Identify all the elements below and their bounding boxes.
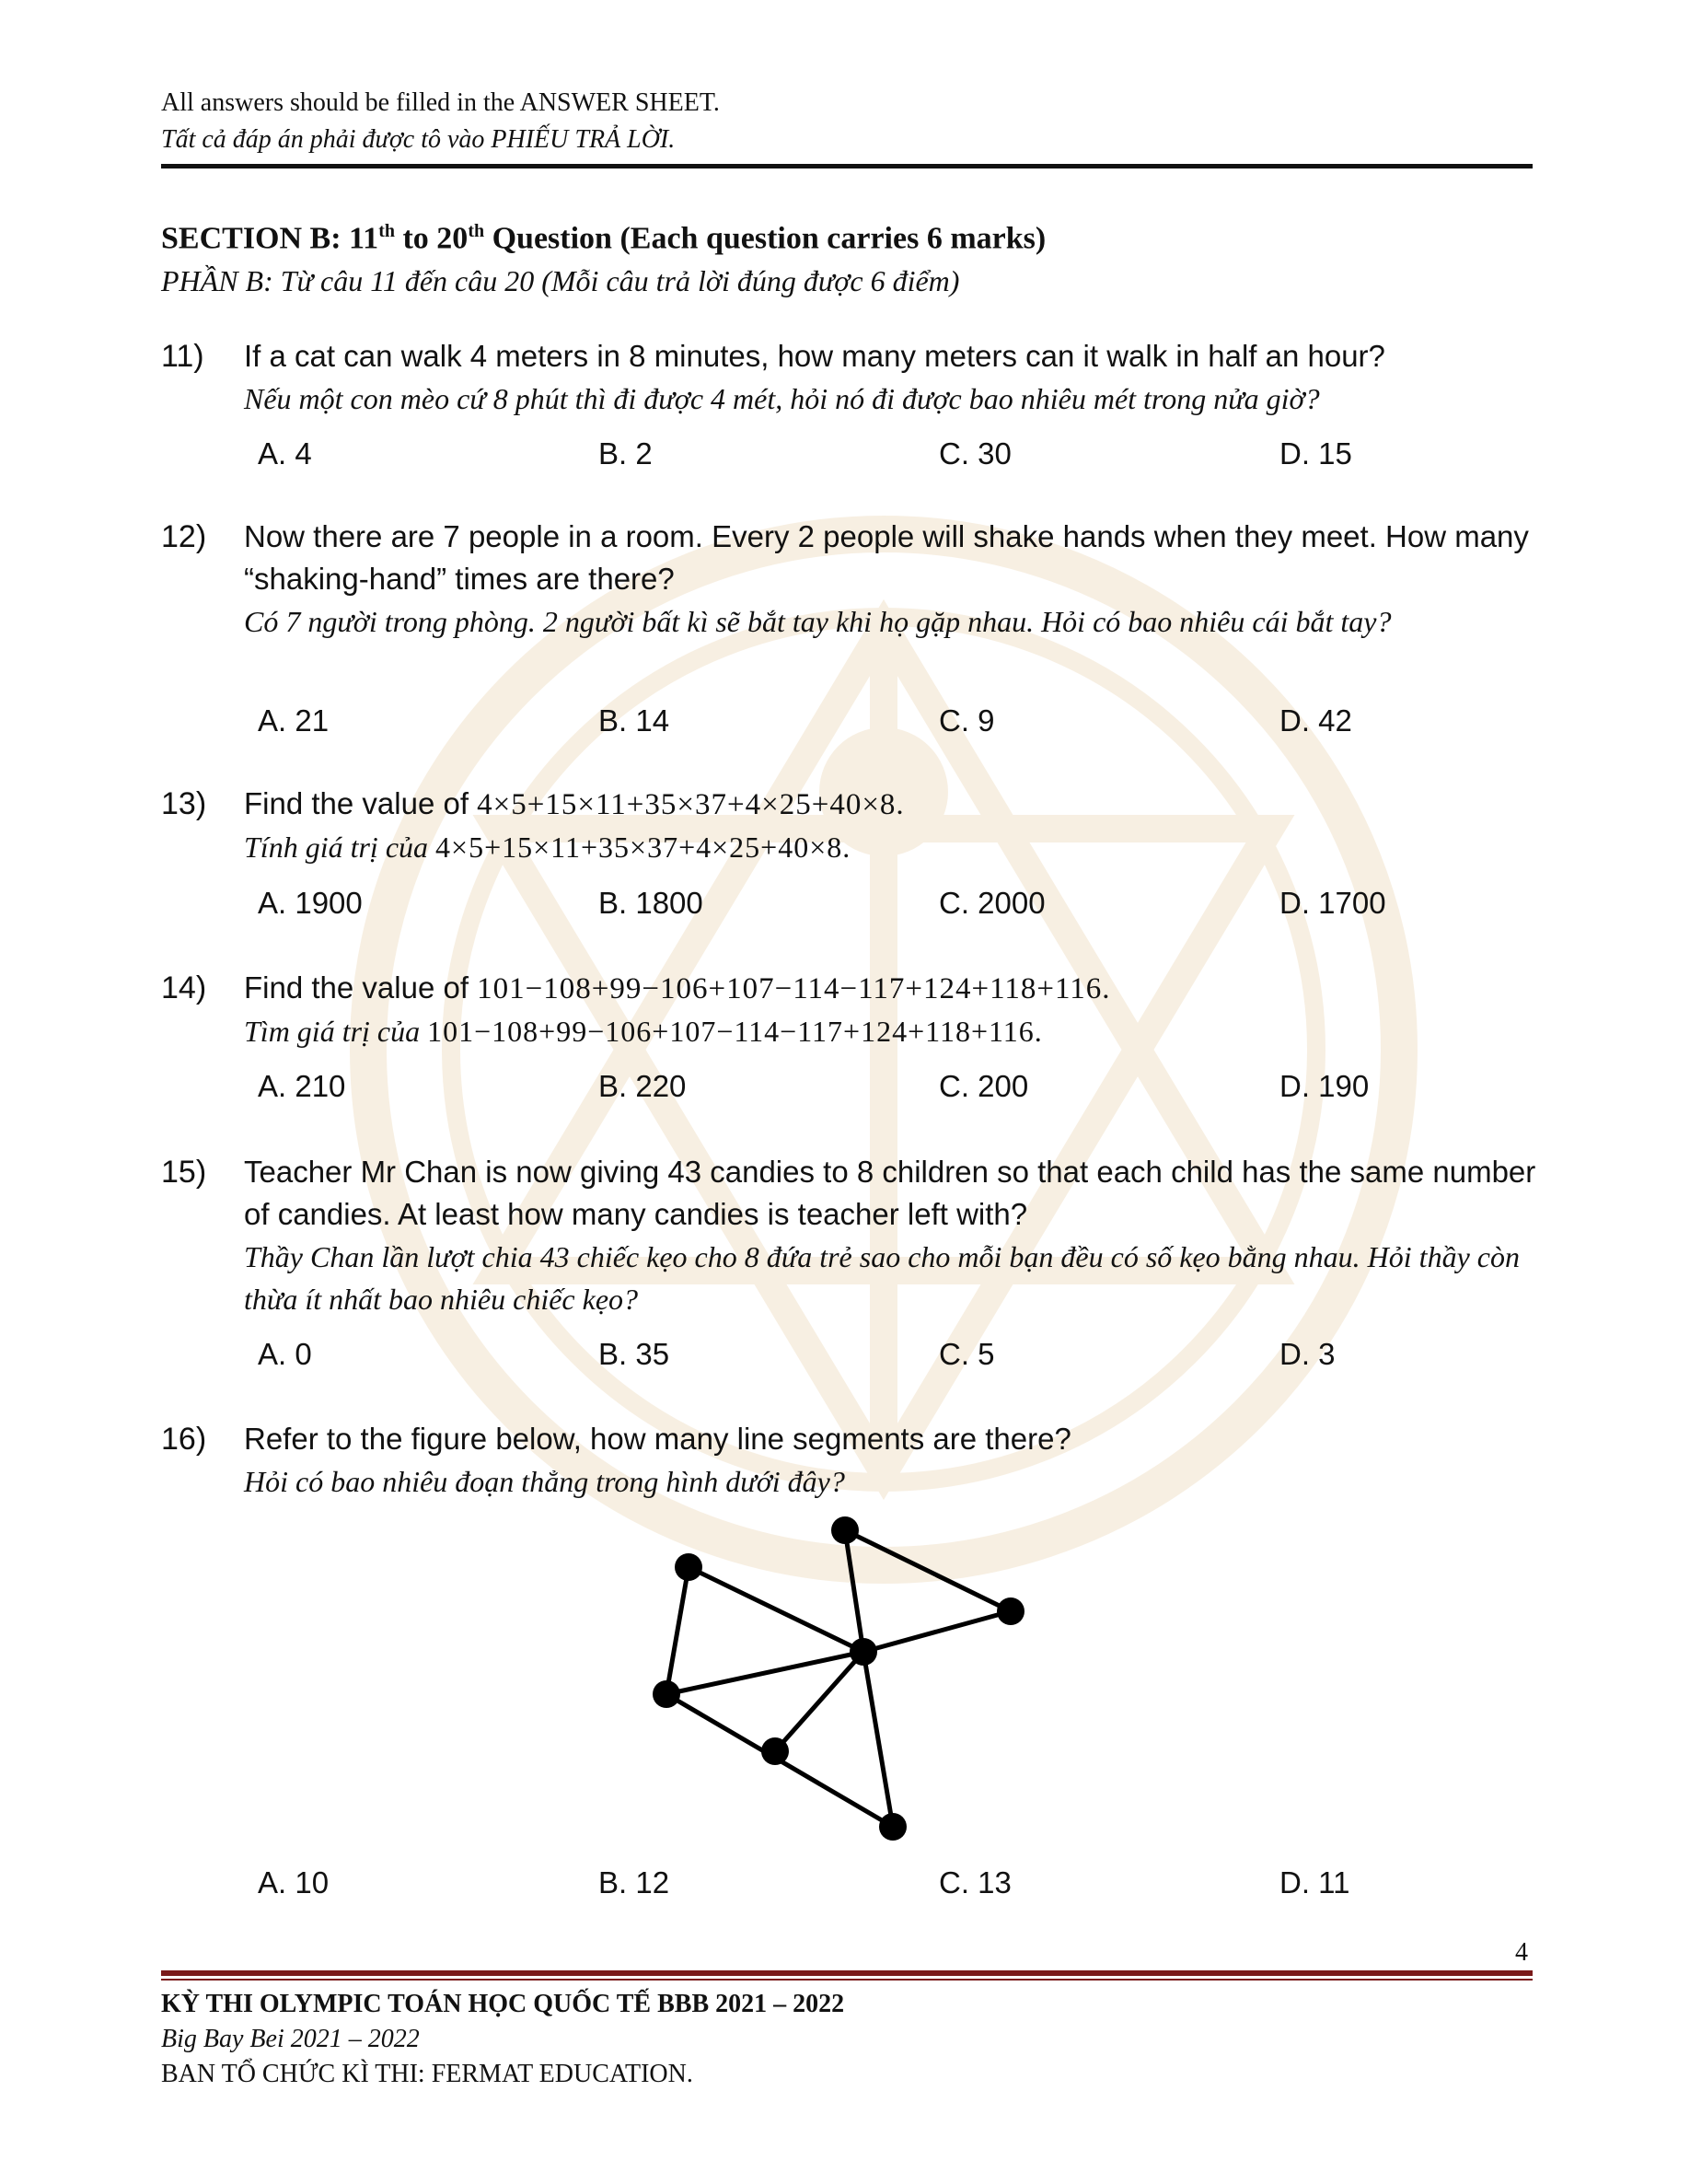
page-number: 4 xyxy=(1515,1938,1528,1967)
question-number: 12) xyxy=(161,519,207,554)
question-number: 11) xyxy=(161,339,204,374)
header-divider xyxy=(161,164,1533,168)
figure-point xyxy=(831,1516,859,1544)
question-text-en: Teacher Mr Chan is now giving 43 candies to 8 children so that each child has the same number of candies. At least how many candies is teacher left with? xyxy=(244,1155,1536,1231)
answer-options-11 xyxy=(258,433,1592,475)
figure-point xyxy=(761,1737,789,1765)
option-b[interactable]: B. 1800 xyxy=(598,886,703,920)
answer-options-16 xyxy=(258,1862,1592,1904)
section-title-part: Question (Each question carries 6 marks) xyxy=(484,221,1047,256)
footer-exam-title: KỲ THI OLYMPIC TOÁN HỌC QUỐC TẾ BBB 2021 – 2022 xyxy=(161,1990,845,2018)
math-expression: 101−108+99−106+107−114−117+124+118+116. xyxy=(477,972,1111,1005)
figure-point xyxy=(675,1553,702,1581)
answer-options-12 xyxy=(258,700,1592,742)
option-a[interactable]: A. 210 xyxy=(258,1069,346,1103)
question-number: 14) xyxy=(161,970,207,1005)
question-text-vi: Có 7 người trong phòng. 2 người bất kì sẽ bắt tay khi họ gặp nhau. Hỏi có bao nhiêu cái bắt tay? xyxy=(244,605,1392,638)
option-d[interactable]: D. 3 xyxy=(1279,1337,1336,1371)
question-text-en: Refer to the figure below, how many line segments are there? xyxy=(244,1422,1071,1456)
question-text-en xyxy=(244,783,1542,826)
footer-organizer: BAN TỔ CHỨC KÌ THI: FERMAT EDUCATION. xyxy=(161,2060,693,2088)
section-title xyxy=(161,210,1533,302)
question-number: 13) xyxy=(161,786,207,821)
section-title-sup: th xyxy=(378,221,395,241)
option-c[interactable]: C. 200 xyxy=(939,1069,1029,1103)
option-b[interactable]: B. 35 xyxy=(598,1337,670,1371)
question-text-en xyxy=(244,967,1542,1010)
question-text-vi: Hỏi có bao nhiêu đoạn thẳng trong hình dưới đây? xyxy=(244,1465,845,1498)
page-header xyxy=(161,85,1533,158)
footer-divider-thin xyxy=(161,1979,1533,1981)
option-c[interactable]: C. 5 xyxy=(939,1337,995,1371)
header-instruction-en: All answers should be filled in the ANSWER SHEET. xyxy=(161,88,720,117)
figure-segment xyxy=(863,1611,1011,1652)
option-c[interactable]: C. 2000 xyxy=(939,886,1046,920)
question-text-vi: Thầy Chan lần lượt chia 43 chiếc kẹo cho 8 đứa trẻ sao cho mỗi bạn đều có số kẹo bằng nhau. Hỏi thầy còn thừa ít nhất bao nhiêu chiếc kẹo? xyxy=(244,1240,1520,1316)
figure-point xyxy=(879,1813,907,1841)
option-a[interactable]: A. 4 xyxy=(258,436,312,470)
math-expression: 4×5+15×11+35×37+4×25+40×8. xyxy=(435,831,851,864)
option-d[interactable]: D. 11 xyxy=(1279,1865,1350,1899)
option-b[interactable]: B. 220 xyxy=(598,1069,687,1103)
math-expression: 101−108+99−106+107−114−117+124+118+116. xyxy=(427,1015,1043,1048)
figure-segment xyxy=(863,1652,893,1827)
option-a[interactable]: A. 21 xyxy=(258,703,330,738)
question-text-vi: Nếu một con mèo cứ 8 phút thì đi được 4 mét, hỏi nó đi được bao nhiêu mét trong nửa giờ? xyxy=(244,382,1320,415)
option-b[interactable]: B. 14 xyxy=(598,703,670,738)
answer-options-14 xyxy=(258,1065,1592,1108)
page-footer xyxy=(161,1987,1533,2092)
option-b[interactable]: B. 12 xyxy=(598,1865,670,1899)
figure-segment xyxy=(845,1530,863,1652)
figure-segment xyxy=(689,1567,863,1652)
footer-exam-subtitle: Big Bay Bei 2021 – 2022 xyxy=(161,2025,420,2053)
figure-segment xyxy=(666,1567,689,1694)
option-d[interactable]: D. 42 xyxy=(1279,703,1352,738)
answer-options-15 xyxy=(258,1333,1592,1376)
question-text-vi xyxy=(244,1010,1542,1052)
option-d[interactable]: D. 1700 xyxy=(1279,886,1386,920)
option-a[interactable]: A. 1900 xyxy=(258,886,363,920)
option-c[interactable]: C. 30 xyxy=(939,436,1012,470)
section-title-part: SECTION B: 11 xyxy=(161,221,379,256)
footer-divider xyxy=(161,1970,1533,1976)
option-b[interactable]: B. 2 xyxy=(598,436,653,470)
figure-point xyxy=(653,1680,680,1708)
section-title-part: to 20 xyxy=(394,221,469,256)
option-c[interactable]: C. 9 xyxy=(939,703,995,738)
question-text-vi xyxy=(244,826,1542,868)
option-d[interactable]: D. 15 xyxy=(1279,436,1352,470)
question-text-en: Now there are 7 people in a room. Every 2 people will shake hands when they meet. How many “shaking-hand” times are there? xyxy=(244,519,1529,596)
question-number: 16) xyxy=(161,1422,207,1457)
figure-point xyxy=(997,1597,1024,1625)
math-expression: 4×5+15×11+35×37+4×25+40×8. xyxy=(477,788,905,821)
answer-options-13 xyxy=(258,882,1592,924)
section-title-vi: PHẦN B: Từ câu 11 đến câu 20 (Mỗi câu trả lời đúng được 6 điểm) xyxy=(161,264,960,298)
question-number: 15) xyxy=(161,1155,207,1190)
question-prompt: Tìm giá trị của xyxy=(244,1015,428,1048)
header-instruction-vi: Tất cả đáp án phải được tô vào PHIẾU TRẢ LỜI. xyxy=(161,125,676,154)
option-a[interactable]: A. 0 xyxy=(258,1337,312,1371)
section-title-en xyxy=(161,210,1533,260)
figure-point xyxy=(850,1638,877,1666)
question-prompt: Find the value of xyxy=(244,786,478,820)
figure-segment xyxy=(845,1530,1011,1611)
section-title-sup: th xyxy=(468,221,485,241)
option-d[interactable]: D. 190 xyxy=(1279,1069,1370,1103)
question-text-en: If a cat can walk 4 meters in 8 minutes, how many meters can it walk in half an hour? xyxy=(244,339,1385,373)
option-c[interactable]: C. 13 xyxy=(939,1865,1012,1899)
option-a[interactable]: A. 10 xyxy=(258,1865,330,1899)
question-prompt: Find the value of xyxy=(244,970,478,1005)
question-prompt: Tính giá trị của xyxy=(244,831,436,864)
line-segment-figure xyxy=(644,1510,1049,1860)
